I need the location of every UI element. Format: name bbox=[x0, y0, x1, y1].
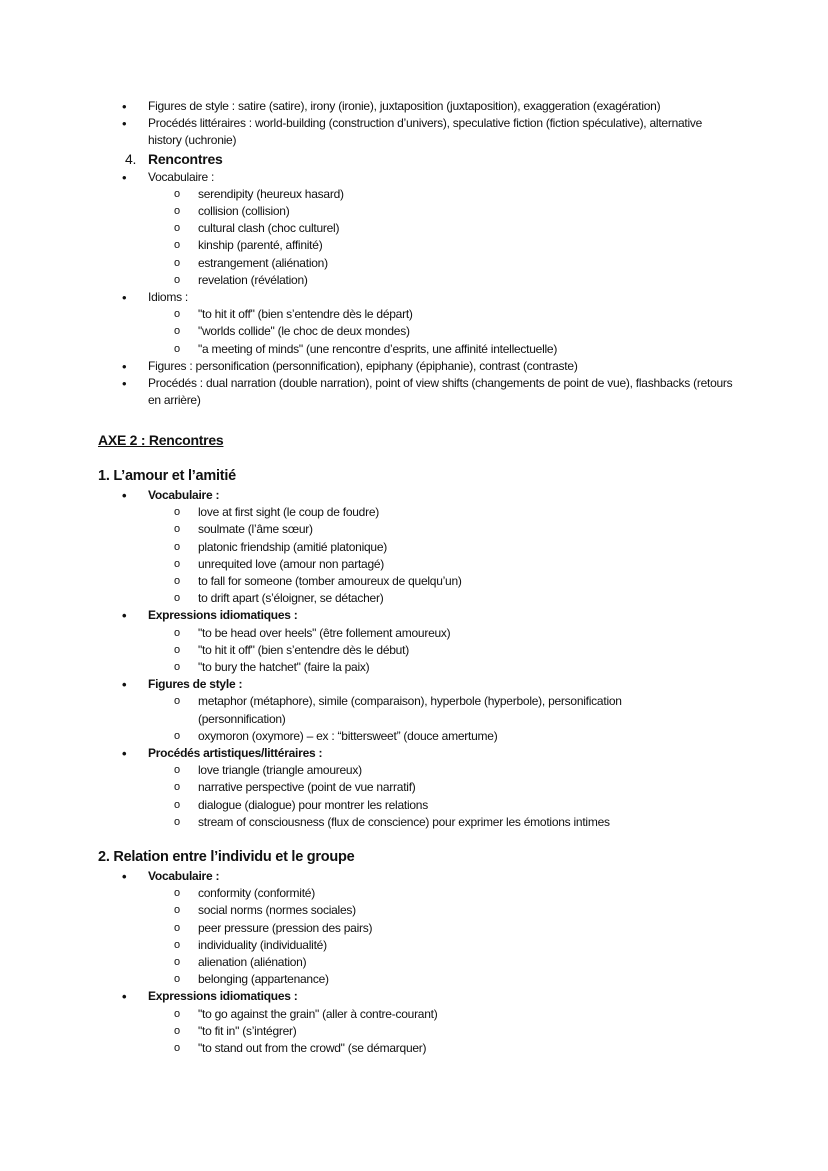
circle-bullet-icon: o bbox=[174, 592, 180, 605]
sub-item bbox=[98, 625, 733, 642]
sub-item-text: love triangle (triangle amoureux) bbox=[198, 763, 362, 778]
circle-bullet-icon: o bbox=[174, 887, 180, 900]
circle-bullet-icon: o bbox=[174, 187, 180, 200]
circle-bullet-icon: o bbox=[174, 523, 180, 536]
sub-item-text: "to bury the hatchet" (faire la paix) bbox=[198, 660, 370, 675]
section-heading: 2. Relation entre l’individu et le groupe bbox=[98, 849, 355, 865]
sub-item-text: "worlds collide" (le choc de deux mondes) bbox=[198, 324, 410, 339]
circle-bullet-icon: o bbox=[174, 222, 180, 235]
sub-item bbox=[98, 539, 733, 556]
circle-bullet-icon: o bbox=[174, 1042, 180, 1055]
bullet-item bbox=[98, 98, 733, 115]
bullet-item bbox=[98, 358, 733, 375]
circle-bullet-icon: o bbox=[174, 575, 180, 588]
sub-item-text: serendipity (heureux hasard) bbox=[198, 186, 344, 201]
bullet-item-text: Vocabulaire : bbox=[148, 169, 215, 184]
sub-item bbox=[98, 521, 733, 538]
sub-item-text: kinship (parenté, affinité) bbox=[198, 238, 323, 253]
bullet-icon: • bbox=[122, 677, 127, 693]
sub-item bbox=[98, 1040, 733, 1057]
sub-item-text: "to hit it off" (bien s’entendre dès le départ) bbox=[198, 307, 413, 322]
section-heading: 1. L’amour et l’amitié bbox=[98, 468, 236, 484]
sub-item bbox=[98, 220, 733, 237]
circle-bullet-icon: o bbox=[174, 798, 180, 811]
bullet-item-text: Procédés : dual narration (double narration), point of view shifts (changements de point de vue), flashbacks (retours en arrière) bbox=[148, 376, 733, 408]
circle-bullet-icon: o bbox=[174, 342, 180, 355]
circle-bullet-icon: o bbox=[174, 815, 180, 828]
circle-bullet-icon: o bbox=[174, 540, 180, 553]
sub-item-text: revelation (révélation) bbox=[198, 272, 308, 287]
sub-item bbox=[98, 203, 733, 220]
bullet-icon: • bbox=[122, 358, 127, 374]
sub-item-text: "to go against the grain" (aller à contre-courant) bbox=[198, 1006, 438, 1021]
sub-item-text: cultural clash (choc culturel) bbox=[198, 221, 340, 236]
sub-item bbox=[98, 902, 733, 919]
sub-item-text: estrangement (aliénation) bbox=[198, 255, 328, 270]
circle-bullet-icon: o bbox=[174, 239, 180, 252]
circle-bullet-icon: o bbox=[174, 938, 180, 951]
sub-item-text: "to stand out from the crowd" (se démarquer) bbox=[198, 1041, 427, 1056]
circle-bullet-icon: o bbox=[174, 695, 180, 708]
sub-item-text: soulmate (l’âme sœur) bbox=[198, 522, 313, 537]
sub-item-text: oxymoron (oxymore) – ex : “bittersweet” (douce amertume) bbox=[198, 728, 498, 743]
bullet-icon: • bbox=[122, 746, 127, 762]
sub-item bbox=[98, 323, 733, 340]
circle-bullet-icon: o bbox=[174, 626, 180, 639]
sub-item-text: narrative perspective (point de vue narratif) bbox=[198, 780, 416, 795]
circle-bullet-icon: o bbox=[174, 1024, 180, 1037]
sub-item bbox=[98, 971, 733, 988]
sub-item-text: stream of consciousness (flux de conscience) pour exprimer les émotions intimes bbox=[198, 814, 610, 829]
circle-bullet-icon: o bbox=[174, 729, 180, 742]
sub-item-text: unrequited love (amour non partagé) bbox=[198, 556, 385, 571]
sub-item-text: collision (collision) bbox=[198, 204, 290, 219]
circle-bullet-icon: o bbox=[174, 904, 180, 917]
sub-item bbox=[98, 659, 733, 676]
group-label bbox=[98, 988, 733, 1005]
group-label bbox=[98, 868, 733, 885]
sub-item bbox=[98, 814, 733, 831]
sub-item-text: individuality (individualité) bbox=[198, 937, 327, 952]
bullet-icon: • bbox=[122, 376, 127, 392]
bullet-icon: • bbox=[122, 989, 127, 1005]
sub-item bbox=[98, 1023, 733, 1040]
sub-item bbox=[98, 556, 733, 573]
group-label-text: Vocabulaire : bbox=[148, 488, 220, 502]
group-label-text: Vocabulaire : bbox=[148, 869, 220, 883]
sub-item-text: peer pressure (pression des pairs) bbox=[198, 920, 373, 935]
circle-bullet-icon: o bbox=[174, 308, 180, 321]
sub-item bbox=[98, 885, 733, 902]
bullet-item-text: Procédés littéraires : world-building (construction d’univers), speculative fiction (fiction spéculative), alternative history (uchronie) bbox=[148, 116, 703, 148]
sub-item-text: social norms (normes sociales) bbox=[198, 903, 356, 918]
axe2-header bbox=[98, 431, 733, 449]
sub-item bbox=[98, 255, 733, 272]
sub-item-text: "to be head over heels" (être follement amoureux) bbox=[198, 625, 451, 640]
sub-item-text: conformity (conformité) bbox=[198, 886, 315, 901]
sub-item-text: "to fit in" (s’intégrer) bbox=[198, 1023, 297, 1038]
sub-item bbox=[98, 779, 733, 796]
circle-bullet-icon: o bbox=[174, 256, 180, 269]
sub-item-text: metaphor (métaphore), simile (comparaison), hyperbole (hyperbole), personification (personnification) bbox=[198, 694, 622, 726]
group-label-text: Procédés artistiques/littéraires : bbox=[148, 746, 323, 761]
sub-item bbox=[98, 306, 733, 323]
group-label bbox=[98, 607, 733, 624]
bullet-icon: • bbox=[122, 99, 127, 114]
circle-bullet-icon: o bbox=[174, 973, 180, 986]
section-love-friendship bbox=[98, 466, 733, 831]
sub-item bbox=[98, 693, 668, 727]
group-label-text: Expressions idiomatiques : bbox=[148, 989, 298, 1004]
sub-item bbox=[98, 590, 733, 607]
circle-bullet-icon: o bbox=[174, 921, 180, 934]
numbered-heading-text: Rencontres bbox=[148, 150, 223, 167]
circle-bullet-icon: o bbox=[174, 764, 180, 777]
group-label-text: Figures de style : bbox=[148, 677, 243, 692]
bullet-icon: • bbox=[122, 869, 127, 884]
circle-bullet-icon: o bbox=[174, 506, 180, 519]
sub-item bbox=[98, 237, 733, 254]
sub-item bbox=[98, 573, 733, 590]
sub-item-text: belonging (appartenance) bbox=[198, 972, 329, 987]
sub-item bbox=[98, 186, 733, 203]
sub-item bbox=[98, 728, 733, 745]
bullet-icon: • bbox=[122, 608, 127, 624]
bullet-icon: • bbox=[122, 169, 127, 185]
sub-item-text: love at first sight (le coup de foudre) bbox=[198, 505, 380, 520]
sub-item bbox=[98, 797, 733, 814]
circle-bullet-icon: o bbox=[174, 781, 180, 794]
bullet-icon: • bbox=[122, 116, 127, 132]
circle-bullet-icon: o bbox=[174, 661, 180, 674]
sub-item bbox=[98, 642, 733, 659]
sub-item-text: dialogue (dialogue) pour montrer les relations bbox=[198, 797, 428, 812]
sub-item-text: to drift apart (s’éloigner, se détacher) bbox=[198, 591, 384, 606]
sub-item bbox=[98, 341, 733, 358]
sub-item bbox=[98, 272, 733, 289]
circle-bullet-icon: o bbox=[174, 325, 180, 338]
sub-item bbox=[98, 762, 733, 779]
group-label bbox=[98, 676, 733, 693]
sub-item-text: "to hit it off" (bien s’entendre dès le début) bbox=[198, 642, 409, 657]
bullet-icon: • bbox=[122, 488, 127, 503]
circle-bullet-icon: o bbox=[174, 273, 180, 286]
group-label bbox=[98, 745, 733, 762]
sub-item bbox=[98, 954, 733, 971]
bullet-item bbox=[98, 375, 733, 409]
group-label-text: Expressions idiomatiques : bbox=[148, 608, 298, 623]
bullet-icon: • bbox=[122, 290, 127, 306]
bullet-item bbox=[98, 115, 733, 149]
rencontres-notes-continued bbox=[98, 98, 733, 409]
circle-bullet-icon: o bbox=[174, 1007, 180, 1020]
bullet-item-text: Idioms : bbox=[148, 290, 189, 305]
numbered-heading bbox=[98, 150, 733, 169]
axe2-title: AXE 2 : Rencontres bbox=[98, 432, 224, 448]
circle-bullet-icon: o bbox=[174, 643, 180, 656]
circle-bullet-icon: o bbox=[174, 956, 180, 969]
list-number: 4. bbox=[125, 150, 137, 167]
circle-bullet-icon: o bbox=[174, 205, 180, 218]
sub-item bbox=[98, 937, 733, 954]
bullet-item-text: Figures : personification (personnification), epiphany (épiphanie), contrast (contraste) bbox=[148, 358, 578, 373]
sub-item-text: "a meeting of minds" (une rencontre d’esprits, une affinité intellectuelle) bbox=[198, 341, 558, 356]
bullet-item bbox=[98, 169, 733, 186]
sub-item bbox=[98, 1006, 733, 1023]
group-label bbox=[98, 487, 733, 504]
bullet-item bbox=[98, 289, 733, 306]
circle-bullet-icon: o bbox=[174, 557, 180, 570]
section-individual-group bbox=[98, 847, 733, 1057]
sub-item-text: alienation (aliénation) bbox=[198, 955, 307, 970]
bullet-item-text: Figures de style : satire (satire), irony (ironie), juxtaposition (juxtaposition), exaggeration (exagération) bbox=[148, 99, 661, 113]
sub-item bbox=[98, 504, 733, 521]
sub-item-text: to fall for someone (tomber amoureux de quelqu’un) bbox=[198, 574, 462, 589]
sub-item bbox=[98, 920, 733, 937]
sub-item-text: platonic friendship (amitié platonique) bbox=[198, 539, 388, 554]
